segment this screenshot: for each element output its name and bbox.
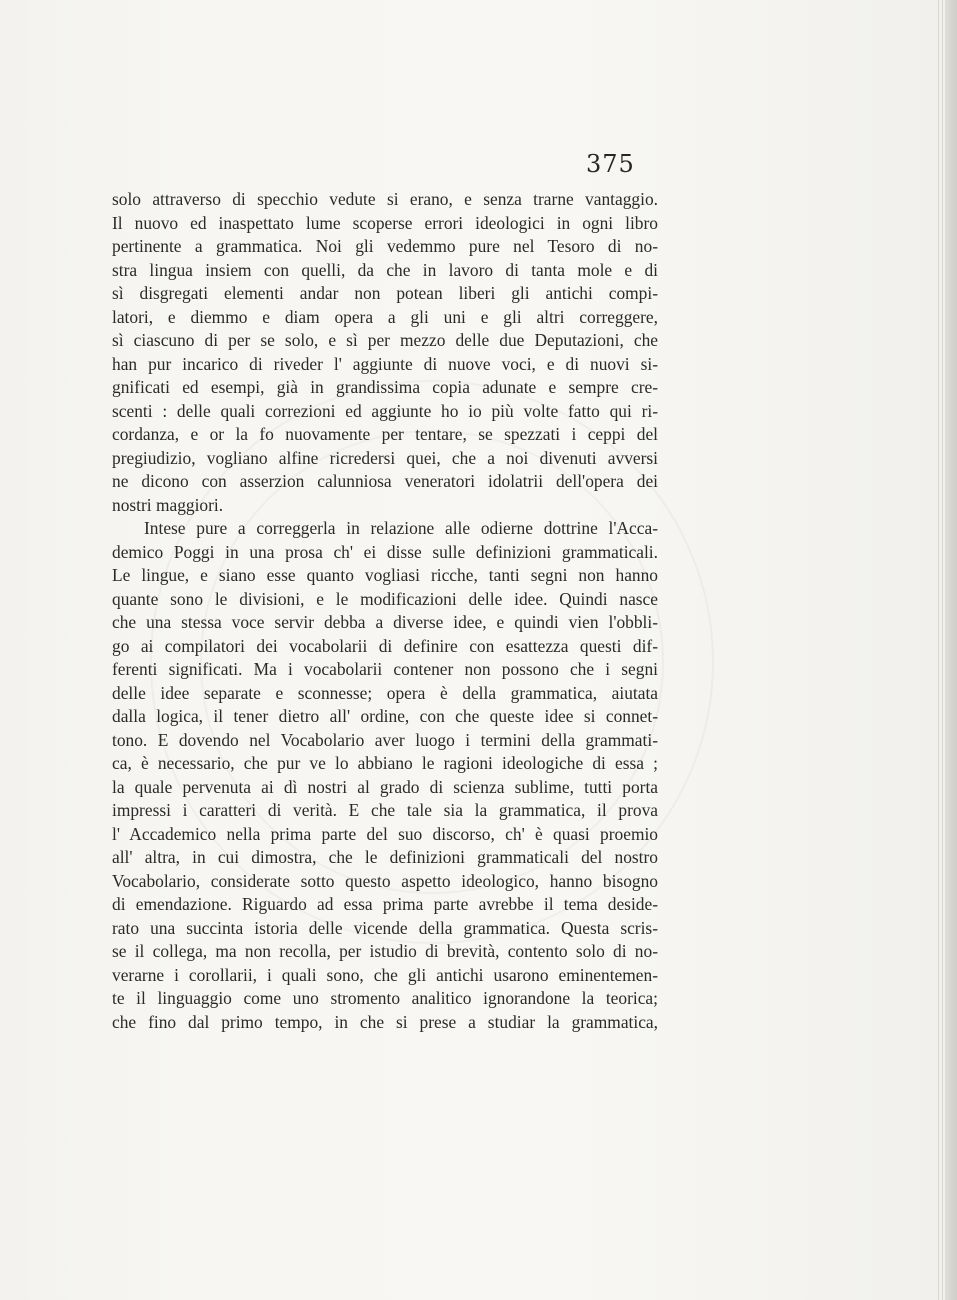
text-line: impressi i caratteri di verità. E che tale sia la grammatica, il prova <box>112 800 658 820</box>
text-line: sì disgregati elementi andar non potean liberi gli antichi compi- <box>112 283 658 303</box>
text-line: la quale pervenuta ai dì nostri al grado di scienza sublime, tutti porta <box>112 776 658 797</box>
text-line: dalla logica, il tener dietro all' ordine, con che queste idee si connet- <box>112 706 658 726</box>
text-line: han pur incarico di riveder l' aggiunte di nuove voci, e di nuovi si- <box>112 353 658 374</box>
text-line: di emendazione. Riguardo ad essa prima parte avrebbe il tema deside- <box>112 894 658 914</box>
text-line: stra lingua insiem con quelli, da che in lavoro di tanta mole e di <box>112 259 658 280</box>
text-line: cordanza, e or la fo nuovamente per tentare, se spezzati i ceppi del <box>112 424 658 444</box>
text-line: l' Accademico nella prima parte del suo discorso, ch' è quasi proemio <box>112 823 658 844</box>
text-line: che fino dal primo tempo, in che si prese a studiar la grammatica, <box>112 1011 658 1032</box>
page-edge-line <box>938 0 939 1300</box>
text-line: te il linguaggio come uno stromento analitico ignorandone la teorica; <box>112 988 658 1008</box>
text-line: ferenti significati. Ma i vocabolarii contener non possono che i segni <box>112 659 658 679</box>
text-line: solo attraverso di specchio vedute si erano, e senza trarne vantaggio. <box>112 189 658 209</box>
text-line: Le lingue, e siano esse quanto vogliasi ricche, tanti segni non hanno <box>112 565 658 585</box>
text-line: verarne i corollarii, i quali sono, che gli antichi usarono eminentemen- <box>112 964 658 985</box>
text-line: pregiudizio, vogliano alfine ricredersi quei, che a noi divenuti avversi <box>112 447 658 468</box>
text-line: tono. E dovendo nel Vocabolario aver luogo i termini della grammati- <box>112 729 658 750</box>
page-edge <box>945 0 957 1300</box>
text-line: rato una succinta istoria delle vicende della grammatica. Questa scris- <box>112 917 658 938</box>
text-line: gnificati ed esempi, già in grandissima copia adunate e sempre cre- <box>112 377 658 397</box>
text-line: nostri maggiori. <box>112 494 224 515</box>
text-line: go ai compilatori dei vocabolarii di definire con esattezza questi dif- <box>112 635 658 656</box>
page-edge-line <box>942 0 943 1300</box>
text-line: Il nuovo ed inaspettato lume scoperse errori ideologici in ogni libro <box>112 212 658 233</box>
paragraph-1 <box>112 188 658 517</box>
text-line: delle idee separate e sconnesse; opera è della grammatica, aiutata <box>112 682 658 703</box>
body-text <box>112 188 658 1034</box>
text-line: demico Poggi in una prosa ch' ei disse sulle definizioni grammaticali. <box>112 541 658 562</box>
text-line: pertinente a grammatica. Noi gli vedemmo pure nel Tesoro di no- <box>112 236 658 256</box>
text-line: se il collega, ma non recolla, per istudio di brevità, contento solo di no- <box>112 941 658 961</box>
text-line: sì ciascuno di per se solo, e sì per mezzo delle due Deputazioni, che <box>112 330 658 350</box>
text-line: latori, e diemmo e diam opera a gli uni e gli altri correggere, <box>112 306 658 327</box>
paragraph-2 <box>112 517 658 1034</box>
text-line: ca, è necessario, che pur ve lo abbiano le ragioni ideologiche di essa ; <box>112 753 658 773</box>
text-line: Vocabolario, considerate sotto questo aspetto ideologico, hanno bisogno <box>112 870 658 891</box>
page-number: 375 <box>586 150 635 178</box>
text-line: ne dicono con asserzion calunniosa veneratori idolatrii dell'opera dei <box>112 471 658 491</box>
text-line: quante sono le divisioni, e le modificazioni delle idee. Quindi nasce <box>112 588 658 609</box>
text-line: Intese pure a correggerla in relazione alle odierne dottrine l'Acca- <box>144 518 658 538</box>
text-line: all' altra, in cui dimostra, che le definizioni grammaticali del nostro <box>112 847 658 867</box>
text-line: scenti : delle quali correzioni ed aggiunte ho io più volte fatto qui ri- <box>112 400 658 421</box>
text-line: che una stessa voce servir debba a diverse idee, e quindi vien l'obbli- <box>112 612 658 632</box>
